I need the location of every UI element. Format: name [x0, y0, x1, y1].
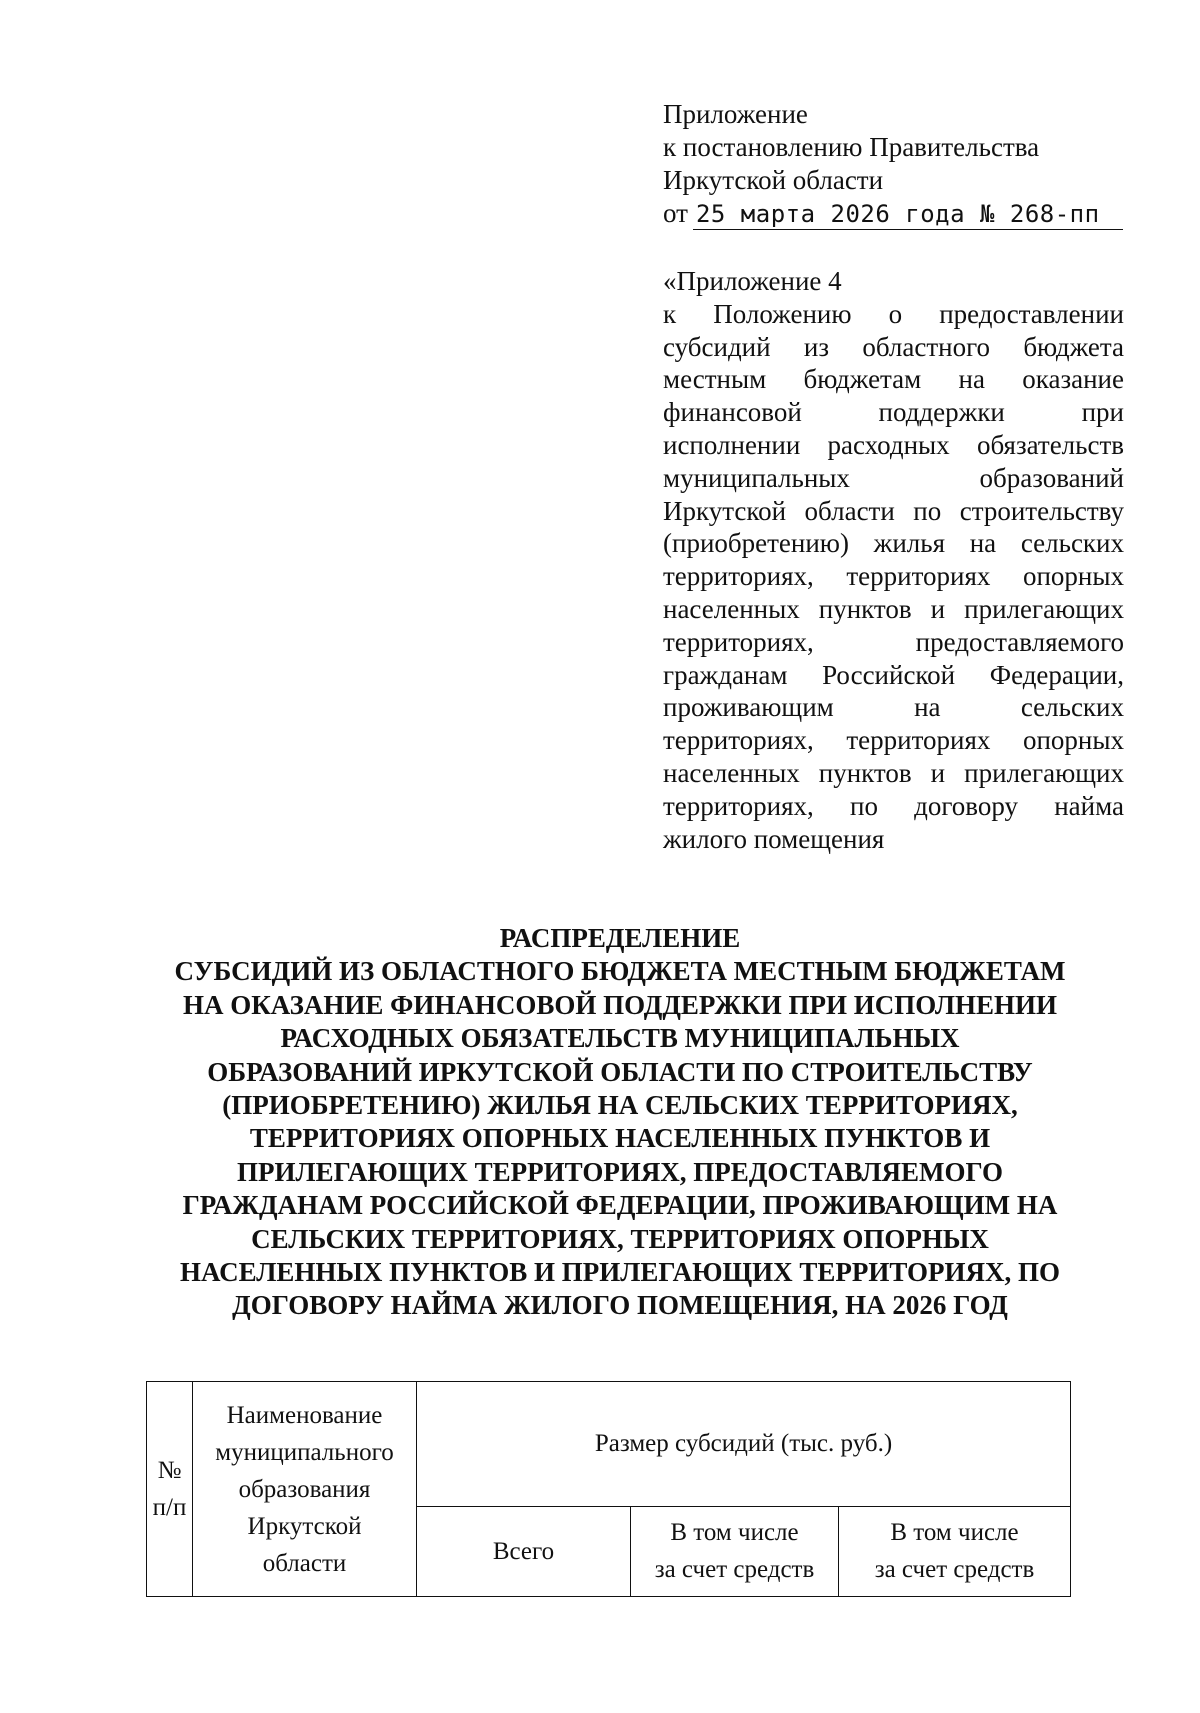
- header-name-line: области: [262, 1549, 347, 1577]
- title-line: ТЕРРИТОРИЯХ ОПОРНЫХ НАСЕЛЕННЫХ ПУНКТОВ И: [249, 1123, 991, 1154]
- appendix-header: [663, 98, 1123, 231]
- appendix-region: Иркутской области: [663, 165, 884, 195]
- appendix-label: Приложение: [663, 99, 808, 129]
- header-number-cell: [147, 1382, 193, 1597]
- header-total-cell: Всего: [417, 1506, 631, 1596]
- header-column-a-cell: [631, 1506, 839, 1596]
- title-line: НАСЕЛЕННЫХ ПУНКТОВ И ПРИЛЕГАЮЩИХ ТЕРРИТОРИЯХ, ПО: [179, 1257, 1061, 1288]
- title-line: (ПРИОБРЕТЕНИЮ) ЖИЛЬЯ НА СЕЛЬСКИХ ТЕРРИТОРИЯХ,: [222, 1090, 1018, 1121]
- header-amount-cell: Размер субсидий (тыс. руб.): [417, 1382, 1071, 1507]
- title-line: ПРИЛЕГАЮЩИХ ТЕРРИТОРИЯХ, ПРЕДОСТАВЛЯЕМОГО: [237, 1156, 1003, 1187]
- title-line: НА ОКАЗАНИЕ ФИНАНСОВОЙ ПОДДЕРЖКИ ПРИ ИСПОЛНЕНИИ: [182, 989, 1058, 1020]
- header-name-line: муниципального: [215, 1438, 394, 1466]
- header-column-b-line: за счет средств: [874, 1556, 1035, 1584]
- decree-line: [663, 197, 1123, 231]
- decree-underline: [693, 229, 1123, 230]
- header-number-line: п/п: [152, 1494, 187, 1521]
- title-line: РАСХОДНЫХ ОБЯЗАТЕЛЬСТВ МУНИЦИПАЛЬНЫХ: [280, 1023, 960, 1054]
- title-line: РАСПРЕДЕЛЕНИЕ: [499, 923, 741, 953]
- header-column-a-line: В том числе: [670, 1519, 799, 1547]
- title-line: СЕЛЬСКИХ ТЕРРИТОРИЯХ, ТЕРРИТОРИЯХ ОПОРНЫХ: [251, 1223, 989, 1254]
- title-line: ГРАЖДАНАМ РОССИЙСКОЙ ФЕДЕРАЦИИ, ПРОЖИВАЮЩИМ НА: [182, 1190, 1058, 1221]
- header-column-a-line: за счет средств: [654, 1556, 815, 1584]
- decree-prefix: от: [663, 198, 688, 228]
- header-column-b-cell: [839, 1506, 1071, 1596]
- appendix-4-title: «Приложение 4: [663, 266, 842, 296]
- title-line: ОБРАЗОВАНИЙ ИРКУТСКОЙ ОБЛАСТИ ПО СТРОИТЕЛЬСТВУ: [207, 1056, 1033, 1087]
- subsidy-table: [146, 1381, 1071, 1597]
- appendix-to-resolution: к постановлению Правительства: [663, 132, 1040, 162]
- table-header-row: [147, 1382, 1071, 1507]
- appendix-4-block: [663, 265, 1124, 855]
- header-name-line: Иркутской: [247, 1512, 362, 1540]
- header-name-cell: [193, 1382, 417, 1597]
- header-column-b-line: В том числе: [890, 1519, 1019, 1547]
- title-line: ДОГОВОРУ НАЙМА ЖИЛОГО ПОМЕЩЕНИЯ, НА 2026 ГОД: [232, 1290, 1008, 1321]
- header-name-line: образования: [238, 1475, 371, 1503]
- header-name-line: Наименование: [226, 1401, 383, 1429]
- decree-number: 25 марта 2026 года № 268-пп: [695, 200, 1100, 228]
- header-number-line: №: [157, 1457, 182, 1484]
- appendix-4-body: к Положению о предоставлении субсидий из областного бюджета местным бюджетам на оказание финансовой поддержки при исполнении расходных обязательств муниципальных образований Иркутской области по строительству (приобретению) жилья на сельских территориях, территориях опорных населенных пунктов и прилегающих территориях, предоставляемого гражданам Российской Федерации, проживающим на сельских территориях, территориях опорных населенных пунктов и прилегающих территориях, по договору найма жилого помещения: [663, 298, 1124, 854]
- document-title: [140, 922, 1100, 1323]
- title-line: СУБСИДИЙ ИЗ ОБЛАСТНОГО БЮДЖЕТА МЕСТНЫМ БЮДЖЕТАМ: [174, 956, 1066, 987]
